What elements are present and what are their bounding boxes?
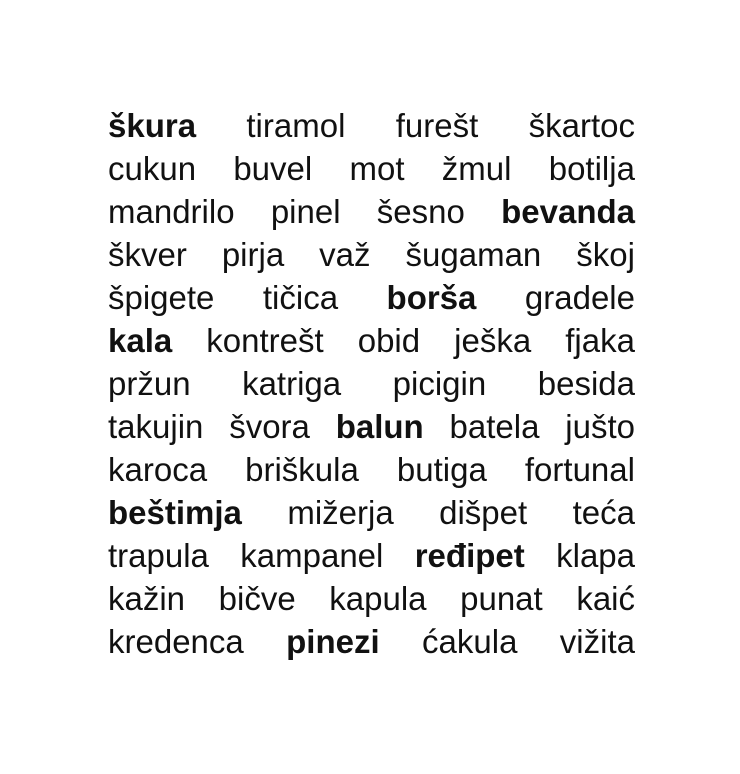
word: tiramol [246,107,346,144]
word: takujin [108,408,204,445]
word: besida [537,365,635,402]
word: furešt [395,107,479,144]
word: kapula [329,580,427,617]
word: teća [572,494,635,531]
word: briškula [245,451,359,488]
word: buvel [233,150,313,187]
word: kredenca [108,623,244,660]
word: cukun [108,150,197,187]
word: kontrešt [206,322,324,359]
word: obid [357,322,421,359]
text-line [108,534,635,577]
word: punat [460,580,543,617]
text-line [108,448,635,491]
text-line [108,190,635,233]
word: važ [319,236,371,273]
bold-word: borša [386,279,477,316]
bold-word: beštimja [108,494,242,531]
word-block [108,104,635,663]
word: katriga [242,365,342,402]
word: dišpet [439,494,528,531]
word: karoca [108,451,208,488]
word: mižerja [287,494,394,531]
text-line [108,319,635,362]
word: kampanel [240,537,384,574]
text-line [108,104,635,147]
bold-word: bevanda [501,193,635,230]
bold-word: balun [335,408,424,445]
bold-word: ređipet [414,537,525,574]
word: žmul [441,150,512,187]
word: bičve [218,580,296,617]
word: picigin [392,365,487,402]
word: trapula [108,537,209,574]
word: kažin [108,580,186,617]
word: škoj [576,236,635,273]
word: tičica [262,279,339,316]
word: škver [108,236,187,273]
word: fortunal [524,451,635,488]
word: gradele [524,279,635,316]
word: mandrilo [108,193,235,230]
word: ješka [454,322,532,359]
word: batela [449,408,540,445]
word: botilja [548,150,635,187]
text-line [108,147,635,190]
word: fjaka [565,322,635,359]
text-line [108,362,635,405]
word: pržun [108,365,191,402]
word: klapa [556,537,635,574]
word: švora [229,408,310,445]
word: vižita [559,623,635,660]
text-line [108,233,635,276]
text-line [108,620,635,663]
word: mot [349,150,405,187]
word: škartoc [528,107,635,144]
word: pirja [221,236,285,273]
bold-word: pinezi [286,623,380,660]
text-line [108,276,635,319]
text-line [108,491,635,534]
word: šugaman [405,236,542,273]
word: ćakula [422,623,518,660]
word: šesno [376,193,465,230]
word: butiga [396,451,487,488]
word: kaić [576,580,635,617]
bold-word: škura [108,107,197,144]
word: pinel [270,193,341,230]
text-line [108,405,635,448]
word: jušto [565,408,635,445]
text-line [108,577,635,620]
bold-word: kala [108,322,173,359]
word: špigete [108,279,215,316]
